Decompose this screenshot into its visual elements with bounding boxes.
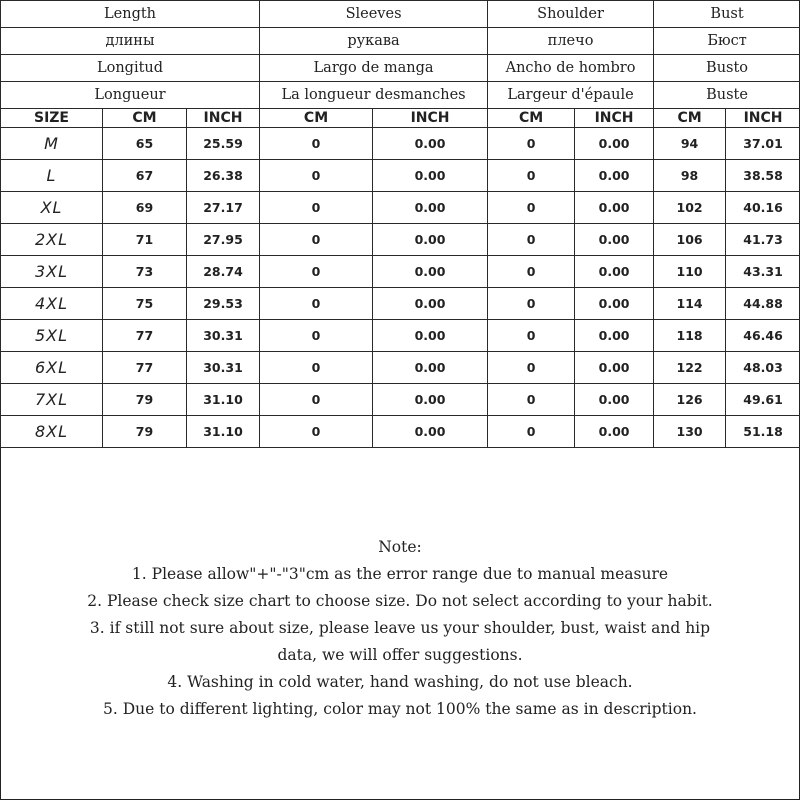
note-line-2: 2. Please check size chart to choose size. Do not select according to your habit. — [87, 592, 713, 610]
column-header: INCH — [575, 109, 654, 128]
table-cell: 67 — [103, 160, 187, 192]
table-cell: 0 — [488, 128, 575, 160]
table-row — [1, 320, 800, 352]
table-row — [1, 384, 800, 416]
header-label-en: Length — [1, 1, 260, 28]
note-line-1: 1. Please allow"+"-"3"cm as the error range due to manual measure — [131, 565, 669, 583]
table-cell: 0.00 — [373, 384, 488, 416]
table-cell: 0 — [260, 160, 373, 192]
table-cell: 0 — [260, 320, 373, 352]
table-cell: 69 — [103, 192, 187, 224]
table-row — [1, 128, 800, 160]
table-cell: 73 — [103, 256, 187, 288]
size-label: 6XL — [1, 352, 103, 384]
table-cell: 25.59 — [187, 128, 260, 160]
table-cell: 0 — [260, 224, 373, 256]
table-cell: 40.16 — [726, 192, 800, 224]
table-cell: 0.00 — [575, 160, 654, 192]
size-label: L — [1, 160, 103, 192]
table-cell: 122 — [654, 352, 726, 384]
notes-title: Note: — [378, 538, 422, 556]
table-cell: 0 — [488, 192, 575, 224]
table-row — [1, 160, 800, 192]
table-cell: 0 — [488, 256, 575, 288]
size-label: 8XL — [1, 416, 103, 448]
header-label-en: Bust — [654, 1, 800, 28]
table-cell: 30.31 — [187, 352, 260, 384]
table-cell: 0.00 — [373, 256, 488, 288]
table-cell: 30.31 — [187, 320, 260, 352]
table-cell: 0.00 — [575, 416, 654, 448]
table-cell: 0.00 — [575, 320, 654, 352]
table-cell: 0.00 — [373, 288, 488, 320]
table-row — [1, 256, 800, 288]
table-cell: 49.61 — [726, 384, 800, 416]
header-label-fr: Largeur d'épaule — [488, 82, 654, 109]
column-header: CM — [654, 109, 726, 128]
column-header: INCH — [726, 109, 800, 128]
table-cell: 38.58 — [726, 160, 800, 192]
table-cell: 0.00 — [575, 384, 654, 416]
table-row — [1, 288, 800, 320]
table-cell: 0 — [488, 384, 575, 416]
note-line-3: 3. if still not sure about size, please leave us your shoulder, bust, waist and hip — [89, 619, 711, 637]
column-header: CM — [488, 109, 575, 128]
table-cell: 79 — [103, 416, 187, 448]
column-header: CM — [103, 109, 187, 128]
table-cell: 0 — [260, 128, 373, 160]
table-cell: 27.17 — [187, 192, 260, 224]
table-cell: 0.00 — [373, 160, 488, 192]
table-cell: 44.88 — [726, 288, 800, 320]
table-cell: 0 — [260, 256, 373, 288]
table-row — [1, 192, 800, 224]
table-cell: 28.74 — [187, 256, 260, 288]
header-row-fr — [1, 82, 800, 109]
note-line-4: 4. Washing in cold water, hand washing, do not use bleach. — [167, 673, 633, 691]
header-label-fr: La longueur desmanches — [260, 82, 488, 109]
table-cell: 0.00 — [575, 192, 654, 224]
table-cell: 51.18 — [726, 416, 800, 448]
table-cell: 0 — [260, 352, 373, 384]
table-cell: 0 — [260, 288, 373, 320]
table-cell: 0 — [488, 224, 575, 256]
table-cell: 0 — [488, 352, 575, 384]
table-cell: 106 — [654, 224, 726, 256]
table-cell: 31.10 — [187, 416, 260, 448]
table-cell: 110 — [654, 256, 726, 288]
table-cell: 31.10 — [187, 384, 260, 416]
table-cell: 0.00 — [575, 128, 654, 160]
table-cell: 0.00 — [575, 288, 654, 320]
header-label-ru: Бюст — [654, 28, 800, 55]
table-cell: 0.00 — [373, 416, 488, 448]
table-cell: 0.00 — [373, 224, 488, 256]
header-label-es: Largo de manga — [260, 55, 488, 82]
table-cell: 0 — [488, 288, 575, 320]
column-header: SIZE — [1, 109, 103, 128]
size-label: XL — [1, 192, 103, 224]
table-cell: 77 — [103, 320, 187, 352]
header-row-es — [1, 55, 800, 82]
table-cell: 77 — [103, 352, 187, 384]
header-row-ru — [1, 28, 800, 55]
table-cell: 26.38 — [187, 160, 260, 192]
table-cell: 118 — [654, 320, 726, 352]
column-header: INCH — [373, 109, 488, 128]
table-cell: 79 — [103, 384, 187, 416]
table-cell: 94 — [654, 128, 726, 160]
table-cell: 43.31 — [726, 256, 800, 288]
table-cell: 0 — [488, 320, 575, 352]
note-line-5: 5. Due to different lighting, color may not 100% the same as in description. — [103, 700, 697, 718]
table-row — [1, 416, 800, 448]
table-cell: 41.73 — [726, 224, 800, 256]
header-label-ru: плечо — [488, 28, 654, 55]
header-label-fr: Longueur — [1, 82, 260, 109]
column-header: INCH — [187, 109, 260, 128]
table-cell: 27.95 — [187, 224, 260, 256]
header-label-es: Ancho de hombro — [488, 55, 654, 82]
table-cell: 0.00 — [575, 224, 654, 256]
table-cell: 126 — [654, 384, 726, 416]
header-label-ru: рукава — [260, 28, 488, 55]
size-label: 5XL — [1, 320, 103, 352]
table-cell: 37.01 — [726, 128, 800, 160]
table-cell: 0.00 — [373, 352, 488, 384]
table-cell: 0 — [488, 160, 575, 192]
size-label: 3XL — [1, 256, 103, 288]
column-header: CM — [260, 109, 373, 128]
notes-section — [0, 534, 800, 723]
size-label: 2XL — [1, 224, 103, 256]
table-cell: 0 — [260, 384, 373, 416]
header-label-fr: Buste — [654, 82, 800, 109]
table-cell: 0 — [260, 192, 373, 224]
table-cell: 130 — [654, 416, 726, 448]
table-row — [1, 352, 800, 384]
note-line-3-cont: data, we will offer suggestions. — [277, 646, 523, 664]
table-cell: 114 — [654, 288, 726, 320]
size-label: M — [1, 128, 103, 160]
table-row — [1, 224, 800, 256]
subheader-row — [1, 109, 800, 128]
table-cell: 0.00 — [575, 256, 654, 288]
table-cell: 48.03 — [726, 352, 800, 384]
table-cell: 102 — [654, 192, 726, 224]
header-label-es: Longitud — [1, 55, 260, 82]
header-label-es: Busto — [654, 55, 800, 82]
header-row-en — [1, 1, 800, 28]
table-cell: 71 — [103, 224, 187, 256]
table-cell: 0.00 — [575, 352, 654, 384]
header-label-ru: длины — [1, 28, 260, 55]
header-label-en: Shoulder — [488, 1, 654, 28]
table-cell: 0 — [260, 416, 373, 448]
size-label: 7XL — [1, 384, 103, 416]
table-cell: 0.00 — [373, 128, 488, 160]
header-label-en: Sleeves — [260, 1, 488, 28]
size-label: 4XL — [1, 288, 103, 320]
table-cell: 0.00 — [373, 192, 488, 224]
table-cell: 46.46 — [726, 320, 800, 352]
table-cell: 98 — [654, 160, 726, 192]
table-cell: 65 — [103, 128, 187, 160]
table-cell: 0 — [488, 416, 575, 448]
table-cell: 75 — [103, 288, 187, 320]
table-cell: 0.00 — [373, 320, 488, 352]
table-cell: 29.53 — [187, 288, 260, 320]
